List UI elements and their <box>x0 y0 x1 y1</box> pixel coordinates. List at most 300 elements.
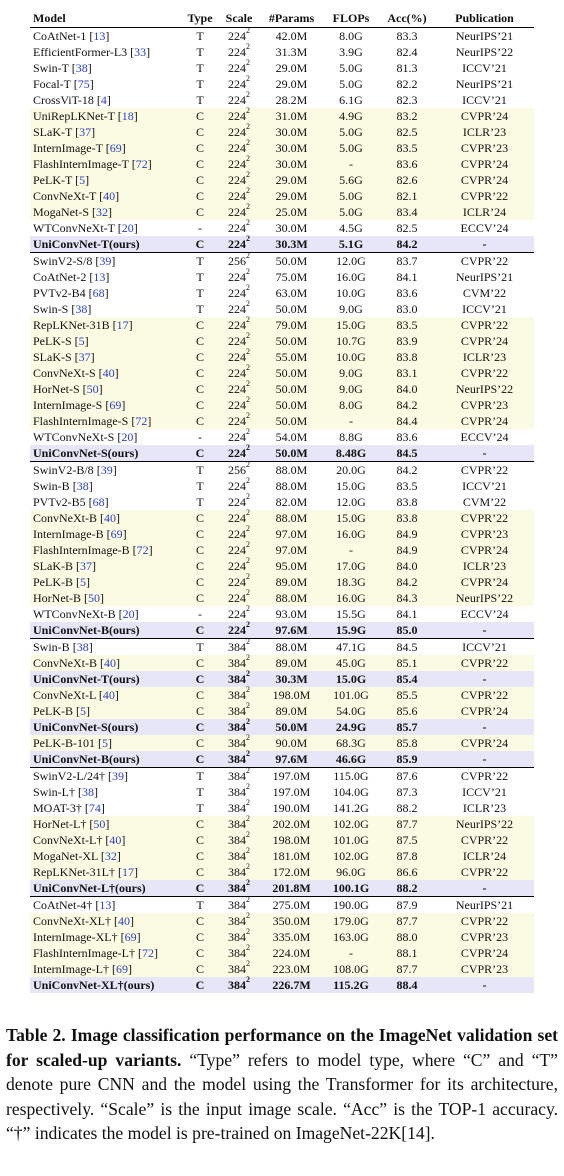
model-name: InternImage-XL† <box>33 930 118 944</box>
cell-scale <box>218 188 260 204</box>
cell-publication: CVPR’22 <box>435 864 534 880</box>
model-name: Swin-S <box>33 302 69 316</box>
cell-flops: 5.1G <box>323 236 379 253</box>
cell-model: PeLK-B [5] <box>30 574 182 590</box>
table-row <box>30 301 534 317</box>
citation-link[interactable]: 17 <box>121 865 134 879</box>
cell-publication: ICLR’24 <box>435 848 534 864</box>
table-row <box>30 60 534 76</box>
citation-link[interactable]: 40 <box>103 189 116 203</box>
table-row <box>30 913 534 929</box>
table-row <box>30 397 534 413</box>
cell-flops: 115.0G <box>323 768 379 785</box>
cell-params: 89.0M <box>260 574 323 590</box>
citation-link[interactable]: 69 <box>115 962 128 976</box>
cell-acc: 83.6 <box>396 430 418 444</box>
scale-exponent: 2 <box>246 395 250 404</box>
scale-exponent: 2 <box>246 154 250 163</box>
citation-link[interactable]: 20 <box>122 607 135 621</box>
citation-link[interactable]: 50 <box>93 817 106 831</box>
citation-link[interactable]: 39 <box>99 254 112 268</box>
table-row <box>30 687 534 703</box>
model-name: ConvNeXt-T <box>33 189 97 203</box>
cell-scale <box>218 204 260 220</box>
cell-type: T <box>196 479 204 493</box>
scale-value: 384 <box>228 898 246 912</box>
citation-link[interactable]: 39 <box>112 769 124 783</box>
model-name: UniConvNet-T(ours) <box>33 237 140 251</box>
cell-model: InternImage-B [69] <box>30 526 182 542</box>
citation-link[interactable]: 38 <box>82 785 94 799</box>
cell-model: PeLK-T [5] <box>30 172 182 188</box>
cell-scale <box>218 76 260 92</box>
cell-model: SwinV2-B/8 [39] <box>30 462 182 479</box>
cell-scale <box>218 929 260 945</box>
citation-link[interactable]: 17 <box>116 318 129 332</box>
cell-scale <box>218 349 260 365</box>
model-name: PVTv2-B4 <box>33 286 86 300</box>
scale-value: 224 <box>228 29 246 43</box>
citation-link[interactable]: 38 <box>76 479 89 493</box>
table-row <box>30 832 534 848</box>
model-name: FlashInternImage-S <box>33 414 129 428</box>
cell-publication: ICLR’23 <box>435 124 534 140</box>
cell-type: C <box>182 655 218 671</box>
cell-acc: 85.1 <box>379 655 435 671</box>
cell-model: RepLKNet-31B [17] <box>30 317 182 333</box>
citation-link[interactable]: 5 <box>79 173 86 187</box>
cell-flops: 115.2G <box>323 977 379 993</box>
scale-exponent: 2 <box>246 251 250 260</box>
cell-flops: - <box>323 945 379 961</box>
scale-value: 384 <box>228 656 246 670</box>
table-row <box>30 108 534 124</box>
cell-model: PVTv2-B5 [68] <box>33 495 109 509</box>
cell-flops: 6.1G <box>339 93 363 107</box>
scale-value: 224 <box>228 286 246 300</box>
cell-acc: 84.1 <box>396 270 418 284</box>
cell-scale <box>218 172 260 188</box>
cell-acc: 83.6 <box>379 156 435 172</box>
model-name: RepLKNet-31L† <box>33 865 115 879</box>
cell-scale <box>218 606 260 622</box>
cell-acc: 84.5 <box>379 445 435 462</box>
citation-link[interactable]: 68 <box>92 495 105 509</box>
cell-model: ConvNeXt-XL† [40] <box>30 913 182 929</box>
cell-type: T <box>182 768 218 785</box>
cell-publication: CVPR’23 <box>435 929 534 945</box>
cell-scale <box>218 558 260 574</box>
cell-publication: - <box>435 751 534 768</box>
cell-params: 97.6M <box>260 751 323 768</box>
cell-acc: 84.2 <box>379 397 435 413</box>
scale-exponent: 2 <box>246 588 250 597</box>
table-row <box>30 285 534 301</box>
citation-link[interactable]: 50 <box>86 382 99 396</box>
table-row <box>30 269 534 285</box>
citation-link[interactable]: 74 <box>88 801 101 815</box>
scale-exponent: 2 <box>246 283 250 292</box>
table-row-ours <box>30 671 534 687</box>
cell-scale <box>218 494 260 510</box>
cell-scale <box>218 590 260 606</box>
cell-params: 97.0M <box>260 542 323 558</box>
cell-scale <box>218 703 260 719</box>
scale-exponent: 2 <box>246 476 250 485</box>
cell-scale <box>218 719 260 735</box>
scale-value: 224 <box>228 575 246 589</box>
cell-model: WTConvNeXt-B [20] <box>33 607 139 621</box>
cell-publication: ECCV’24 <box>460 221 509 235</box>
citation-link[interactable]: 32 <box>96 205 108 219</box>
cell-params: 93.0M <box>275 607 308 621</box>
cell-type: T <box>196 785 204 799</box>
cell-model: PeLK-B [5] <box>30 703 182 719</box>
scale-value: 224 <box>228 45 246 59</box>
cell-model: WTConvNeXt-S [20] <box>33 430 138 444</box>
table-row <box>30 462 534 479</box>
citation-link[interactable]: 5 <box>80 704 86 718</box>
cell-scale <box>218 317 260 333</box>
cell-publication: CVPR’24 <box>435 945 534 961</box>
table-row <box>30 945 534 961</box>
citation-link[interactable]: 37 <box>79 125 92 139</box>
citation-link[interactable]: 13 <box>99 898 112 912</box>
scale-value: 224 <box>228 141 246 155</box>
citation-link[interactable]: 39 <box>100 463 113 477</box>
scale-value: 224 <box>228 479 246 493</box>
cell-type: C <box>182 381 218 397</box>
citation-link[interactable]: 72 <box>135 414 148 428</box>
cell-scale <box>218 945 260 961</box>
model-name: UniConvNet-XL†(ours) <box>33 978 155 992</box>
citation-link[interactable]: 13 <box>93 29 106 43</box>
table-row <box>30 735 534 751</box>
citation-link[interactable]: 75 <box>77 77 90 91</box>
cell-flops: 5.0G <box>323 204 379 220</box>
cell-acc: 82.4 <box>396 45 418 59</box>
citation-link[interactable]: 5 <box>78 334 85 348</box>
scale-exponent: 2 <box>246 460 250 469</box>
scale-value: 224 <box>228 414 246 428</box>
cell-publication: NeurIPS’22 <box>455 45 514 59</box>
scale-exponent: 2 <box>246 42 250 51</box>
citation-link[interactable]: 40 <box>102 688 115 702</box>
scale-value: 384 <box>228 914 246 928</box>
cell-scale <box>218 44 260 60</box>
table-row <box>30 92 534 108</box>
cell-params: 75.0M <box>275 270 308 284</box>
cell-type: C <box>182 188 218 204</box>
cell-params: 50.0M <box>260 381 323 397</box>
cell-flops: 163.0G <box>323 929 379 945</box>
model-name: UniConvNet-S(ours) <box>33 446 139 460</box>
citation-link[interactable]: 33 <box>134 45 147 59</box>
header-params: #Params <box>260 9 323 28</box>
cell-flops: 101.0G <box>323 687 379 703</box>
cell-acc: 83.5 <box>379 317 435 333</box>
cell-flops: 8.0G <box>339 29 363 43</box>
cell-flops: 190.0G <box>323 897 379 914</box>
citation-link[interactable]: 37 <box>80 559 92 573</box>
cell-scale <box>218 622 260 639</box>
cell-params: 50.0M <box>260 413 323 429</box>
citation-link[interactable]: 20 <box>121 430 134 444</box>
cell-publication: NeurIPS’21 <box>455 270 514 284</box>
cell-scale <box>218 687 260 703</box>
cell-acc: 83.8 <box>379 510 435 526</box>
cell-publication: CVPR’22 <box>435 317 534 333</box>
cell-acc: 83.1 <box>379 365 435 381</box>
scale-value: 224 <box>228 173 246 187</box>
citation-link[interactable]: 50 <box>88 591 100 605</box>
cell-type: C <box>182 172 218 188</box>
scale-value: 224 <box>228 430 246 444</box>
header-model: Model <box>30 9 182 28</box>
citation-link[interactable]: 32 <box>104 849 117 863</box>
cell-model <box>30 751 182 768</box>
cell-scale <box>218 751 260 768</box>
model-name: PeLK-B-101 <box>33 736 95 750</box>
model-name: FlashInternImage-B <box>33 543 130 557</box>
citation-link[interactable]: 40 <box>109 833 122 847</box>
cell-acc: 84.4 <box>379 413 435 429</box>
table-row <box>30 526 534 542</box>
citation-link[interactable]: 20 <box>121 221 134 235</box>
cell-publication: - <box>435 719 534 735</box>
scale-exponent: 2 <box>246 234 250 243</box>
scale-value: 384 <box>228 785 246 799</box>
cell-type: C <box>182 590 218 606</box>
cell-flops: 5.0G <box>339 77 363 91</box>
scale-exponent: 2 <box>246 186 250 195</box>
citation-link[interactable]: 68 <box>92 286 105 300</box>
citation-link[interactable]: 69 <box>124 930 137 944</box>
cell-type: C <box>182 622 218 639</box>
cell-params: 97.6M <box>260 622 323 639</box>
table-row <box>30 28 534 45</box>
citation-link[interactable]: 69 <box>109 398 122 412</box>
cell-acc: 82.1 <box>379 188 435 204</box>
cell-publication: CVPR’24 <box>435 413 534 429</box>
model-name: RepLKNet-31B <box>33 318 110 332</box>
cell-flops: - <box>323 413 379 429</box>
citation-link[interactable]: 40 <box>104 511 116 525</box>
cell-params: 223.0M <box>260 961 323 977</box>
scale-exponent: 2 <box>246 943 250 952</box>
cell-params: 226.7M <box>260 977 323 993</box>
model-name: PeLK-S <box>33 334 72 348</box>
table-row <box>30 317 534 333</box>
scale-exponent: 2 <box>246 975 250 984</box>
citation-link[interactable]: 72 <box>135 157 148 171</box>
cell-params: 50.0M <box>260 365 323 381</box>
model-name: MogaNet-XL <box>33 849 98 863</box>
cell-type: C <box>182 365 218 381</box>
cell-flops: 15.9G <box>323 622 379 639</box>
cell-type: C <box>182 961 218 977</box>
caption-title: Image classification performance on the ImageNet validation set for scaled-up variants. <box>6 1025 558 1070</box>
cell-model: CoAtNet-2 [13] <box>33 270 110 284</box>
cell-acc: 84.2 <box>379 574 435 590</box>
cell-publication: - <box>435 622 534 639</box>
cell-scale <box>218 768 260 785</box>
cell-flops: 46.6G <box>323 751 379 768</box>
cell-model: CrossViT-18 [4] <box>33 93 111 107</box>
cell-flops: 68.3G <box>323 735 379 751</box>
scale-exponent: 2 <box>246 90 250 99</box>
cell-scale <box>218 961 260 977</box>
cell-flops: 12.0G <box>323 253 379 270</box>
cell-model: MogaNet-XL [32] <box>30 848 182 864</box>
scale-exponent: 2 <box>246 878 250 887</box>
cell-type: C <box>182 945 218 961</box>
table-row <box>30 510 534 526</box>
cell-publication: CVPR’24 <box>435 156 534 172</box>
citation-link[interactable]: 69 <box>110 527 123 541</box>
citation-link[interactable]: 40 <box>118 914 130 928</box>
cell-acc: 83.8 <box>396 495 418 509</box>
model-name: MogaNet-S <box>33 205 89 219</box>
scale-exponent: 2 <box>246 58 250 67</box>
table-row <box>30 558 534 574</box>
cell-model: FlashInternImage-B [72] <box>30 542 182 558</box>
model-name: PeLK-T <box>33 173 73 187</box>
scale-value: 384 <box>228 736 246 750</box>
model-name: UniConvNet-L†(ours) <box>33 881 146 895</box>
cell-acc: 87.3 <box>396 785 418 799</box>
cell-type: C <box>182 735 218 751</box>
model-name: Focal-T <box>33 77 71 91</box>
cell-publication: CVPR’22 <box>435 253 534 270</box>
cell-model: EfficientFormer-L3 [33] <box>33 45 151 59</box>
cell-acc: 83.4 <box>379 204 435 220</box>
scale-value: 224 <box>228 77 246 91</box>
cell-publication: - <box>435 880 534 897</box>
cell-type: C <box>182 703 218 719</box>
cell-acc: 85.4 <box>379 671 435 687</box>
cell-scale <box>218 301 260 317</box>
cell-publication: CVPR’23 <box>435 397 534 413</box>
scale-exponent: 2 <box>246 572 250 581</box>
citation-link[interactable]: 72 <box>136 543 149 557</box>
cell-params: 25.0M <box>260 204 323 220</box>
scale-value: 224 <box>228 398 246 412</box>
cell-type: C <box>182 671 218 687</box>
citation-link[interactable]: 40 <box>104 656 116 670</box>
results-table-container <box>30 9 534 993</box>
cell-model: SwinV2-S/8 [39] <box>30 253 182 270</box>
citation-link[interactable]: 5 <box>80 575 86 589</box>
citation-link[interactable]: 18 <box>121 109 134 123</box>
cell-flops: - <box>323 542 379 558</box>
citation-link[interactable]: 4 <box>100 93 107 107</box>
table-row <box>30 188 534 204</box>
scale-value: 224 <box>228 270 246 284</box>
cell-params: 88.0M <box>260 510 323 526</box>
model-name: InternImage-L† <box>33 962 109 976</box>
cell-acc: 84.5 <box>379 639 435 656</box>
table-row-ours <box>30 880 534 897</box>
table-row-ours <box>30 236 534 253</box>
cell-publication: NeurIPS’21 <box>435 897 534 914</box>
cell-publication: CVPR’24 <box>435 108 534 124</box>
cell-scale <box>218 28 260 45</box>
model-name: ConvNeXt-L† <box>33 833 103 847</box>
cell-publication: CVPR’23 <box>435 526 534 542</box>
citation-link[interactable]: 69 <box>109 141 122 155</box>
header-acc: Acc(%) <box>379 9 435 28</box>
cell-acc: 87.6 <box>379 768 435 785</box>
cell-flops: 102.0G <box>323 816 379 832</box>
cell-scale <box>218 124 260 140</box>
cell-acc: 88.2 <box>379 880 435 897</box>
cell-flops: 15.0G <box>323 510 379 526</box>
scale-value: 384 <box>228 962 246 976</box>
scale-exponent: 2 <box>246 331 250 340</box>
cell-publication: - <box>435 236 534 253</box>
cell-params: 31.0M <box>260 108 323 124</box>
cell-params: 30.0M <box>260 156 323 172</box>
cell-type: C <box>182 236 218 253</box>
cell-publication: CVPR’24 <box>435 542 534 558</box>
scale-exponent: 2 <box>246 540 250 549</box>
cell-model: CoAtNet-1 [13] <box>33 29 110 43</box>
cell-acc: 83.9 <box>379 333 435 349</box>
cell-publication: ICLR’24 <box>435 204 534 220</box>
citation-link[interactable]: 37 <box>78 350 91 364</box>
table-row <box>30 349 534 365</box>
cell-scale <box>218 897 260 914</box>
cell-acc: 82.6 <box>379 172 435 188</box>
citation-link[interactable]: 72 <box>141 946 154 960</box>
citation-link[interactable]: 38 <box>75 302 88 316</box>
citation-link[interactable]: 40 <box>102 366 115 380</box>
cell-model: Swin-L† [38] <box>33 785 98 799</box>
cell-model: ConvNeXt-L† [40] <box>30 832 182 848</box>
cell-flops: 15.0G <box>323 671 379 687</box>
table-row <box>30 365 534 381</box>
model-name: Swin-T <box>33 61 69 75</box>
cell-acc: 86.6 <box>379 864 435 880</box>
cell-params: 29.0M <box>260 172 323 188</box>
model-name: PeLK-B <box>33 575 73 589</box>
citation-link[interactable]: 38 <box>76 640 89 654</box>
citation-link[interactable]: 5 <box>102 736 108 750</box>
cell-acc: 85.9 <box>379 751 435 768</box>
model-name: UniRepLKNet-T <box>33 109 115 123</box>
cell-model: FlashInternImage-S [72] <box>30 413 182 429</box>
cell-acc: 87.7 <box>379 961 435 977</box>
cell-scale <box>218 397 260 413</box>
cell-scale <box>218 880 260 897</box>
cell-model: SwinV2-L/24† [39] <box>30 768 182 785</box>
table-row <box>30 156 534 172</box>
scale-value: 384 <box>228 688 246 702</box>
citation-link[interactable]: 38 <box>75 61 88 75</box>
scale-exponent: 2 <box>246 106 250 115</box>
header-flops: FLOPs <box>323 9 379 28</box>
scale-exponent: 2 <box>246 202 250 211</box>
cell-scale <box>218 269 260 285</box>
scale-value: 224 <box>228 189 246 203</box>
scale-value: 224 <box>228 93 246 107</box>
citation-link[interactable]: 13 <box>93 270 106 284</box>
cell-params: 79.0M <box>260 317 323 333</box>
model-name: ConvNeXt-B <box>33 656 97 670</box>
scale-exponent: 2 <box>246 895 250 904</box>
cell-publication: CVPR’22 <box>435 768 534 785</box>
